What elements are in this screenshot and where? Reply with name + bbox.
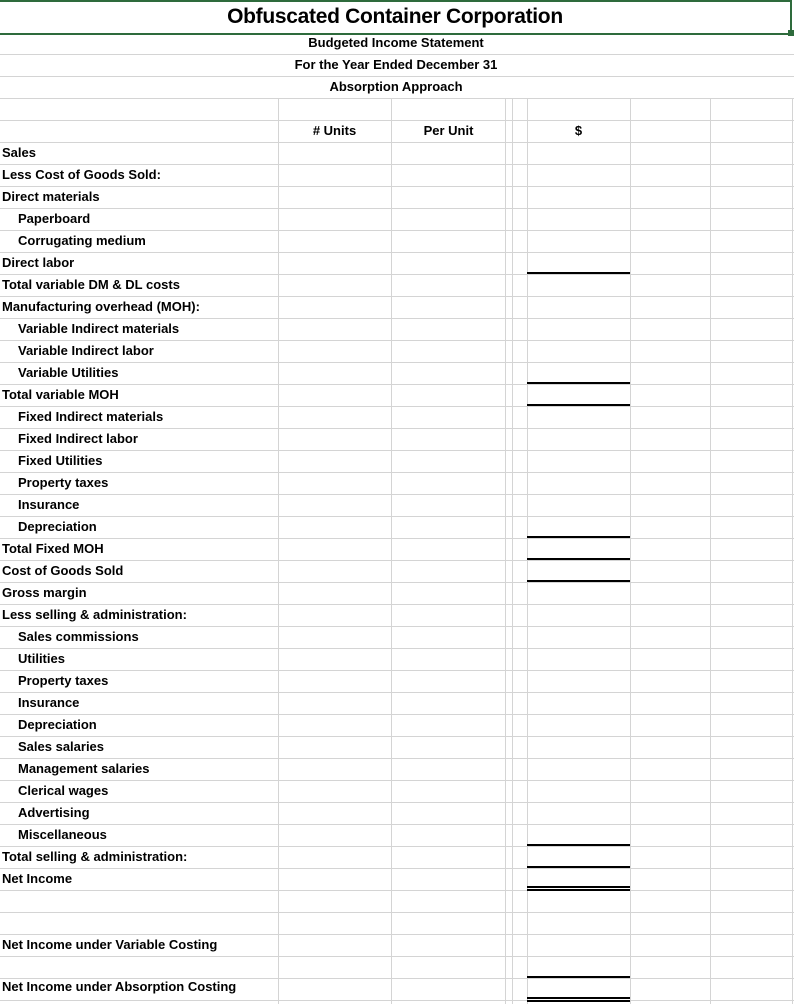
gridline-horizontal	[0, 582, 794, 583]
gridline-horizontal	[0, 868, 794, 869]
gridline-vertical	[391, 98, 392, 1004]
row-label: Variable Indirect labor	[18, 343, 154, 358]
gridline-horizontal	[0, 98, 794, 99]
gridline-horizontal	[0, 494, 794, 495]
row-label: Advertising	[18, 805, 90, 820]
row-label: Variable Indirect materials	[18, 321, 180, 336]
header-top-border	[0, 0, 790, 2]
selection-handle[interactable]	[788, 30, 794, 36]
total-underline	[527, 536, 630, 538]
gridline-horizontal	[0, 208, 794, 209]
gridline-vertical	[710, 98, 711, 1004]
row-label: Paperboard	[18, 211, 91, 226]
row-label: Sales salaries	[18, 739, 105, 754]
gridline-horizontal	[0, 802, 794, 803]
row-label: Total selling & administration:	[2, 849, 188, 864]
gridline-vertical	[512, 98, 513, 1004]
row-label: Depreciation	[18, 717, 97, 732]
row-label: Net Income	[2, 871, 73, 886]
report-period: For the Year Ended December 31	[294, 57, 498, 72]
gridline-vertical	[792, 98, 793, 1004]
row-label: Clerical wages	[18, 783, 109, 798]
total-underline	[527, 866, 630, 868]
row-label: Manufacturing overhead (MOH):	[2, 299, 200, 314]
units-column-header: # Units	[312, 123, 357, 138]
total-underline	[527, 580, 630, 582]
gridline-vertical	[527, 98, 528, 1004]
total-underline	[527, 272, 630, 274]
gridline-horizontal	[0, 538, 794, 539]
row-label: Management salaries	[18, 761, 150, 776]
double-underline	[527, 997, 630, 999]
gridline-vertical	[505, 98, 506, 1004]
total-underline	[527, 558, 630, 560]
double-underline	[527, 1000, 630, 1002]
total-underline	[527, 382, 630, 384]
gridline-horizontal	[0, 670, 794, 671]
row-label: Cost of Goods Sold	[2, 563, 124, 578]
row-label: Insurance	[18, 497, 80, 512]
gridline-horizontal	[0, 362, 794, 363]
company-title: Obfuscated Container Corporation	[227, 5, 563, 28]
row-label: Total variable DM & DL costs	[2, 277, 180, 292]
gridline-horizontal	[0, 142, 794, 143]
footer-row-label: Net Income under Absorption Costing	[2, 979, 237, 994]
gridline-horizontal	[0, 736, 794, 737]
gridline-horizontal	[0, 384, 794, 385]
gridline-vertical	[630, 98, 631, 1004]
row-label: Sales	[2, 145, 36, 160]
gridline-horizontal	[0, 648, 794, 649]
gridline-horizontal	[0, 472, 794, 473]
total-underline	[527, 404, 630, 406]
row-label: Utilities	[18, 651, 65, 666]
row-label: Direct labor	[2, 255, 75, 270]
gridline-vertical	[278, 98, 279, 1004]
gridline-horizontal	[0, 1000, 794, 1001]
per-unit-column-header: Per Unit	[423, 123, 474, 138]
row-label: Miscellaneous	[18, 827, 107, 842]
row-label: Direct materials	[2, 189, 100, 204]
double-underline	[527, 889, 630, 891]
total-underline	[527, 844, 630, 846]
gridline-horizontal	[0, 692, 794, 693]
total-underline	[527, 976, 630, 978]
row-label: Variable Utilities	[18, 365, 119, 380]
gridline-horizontal	[0, 516, 794, 517]
gridline-horizontal	[0, 252, 794, 253]
row-label: Fixed Indirect labor	[18, 431, 138, 446]
gridline-horizontal	[0, 450, 794, 451]
gridline-horizontal	[0, 956, 794, 957]
gridline-horizontal	[0, 890, 794, 891]
gridline-horizontal	[0, 912, 794, 913]
row-label: Sales commissions	[18, 629, 139, 644]
gridline-horizontal	[0, 714, 794, 715]
row-label: Less selling & administration:	[2, 607, 187, 622]
row-label: Gross margin	[2, 585, 87, 600]
row-label: Fixed Indirect materials	[18, 409, 164, 424]
row-label: Property taxes	[18, 673, 109, 688]
row-label: Less Cost of Goods Sold:	[2, 167, 161, 182]
costing-approach: Absorption Approach	[329, 79, 463, 94]
footer-row-label: Net Income under Variable Costing	[2, 937, 218, 952]
report-title: Budgeted Income Statement	[308, 35, 484, 50]
gridline-horizontal	[0, 780, 794, 781]
row-label: Total variable MOH	[2, 387, 119, 402]
row-label: Insurance	[18, 695, 80, 710]
gridline-horizontal	[0, 824, 794, 825]
row-label: Fixed Utilities	[18, 453, 103, 468]
row-label: Depreciation	[18, 519, 97, 534]
row-label: Total Fixed MOH	[2, 541, 104, 556]
gridline-horizontal	[0, 186, 794, 187]
row-label: Property taxes	[18, 475, 109, 490]
dollars-column-header: $	[574, 123, 583, 138]
row-label: Corrugating medium	[18, 233, 146, 248]
double-underline	[527, 886, 630, 888]
